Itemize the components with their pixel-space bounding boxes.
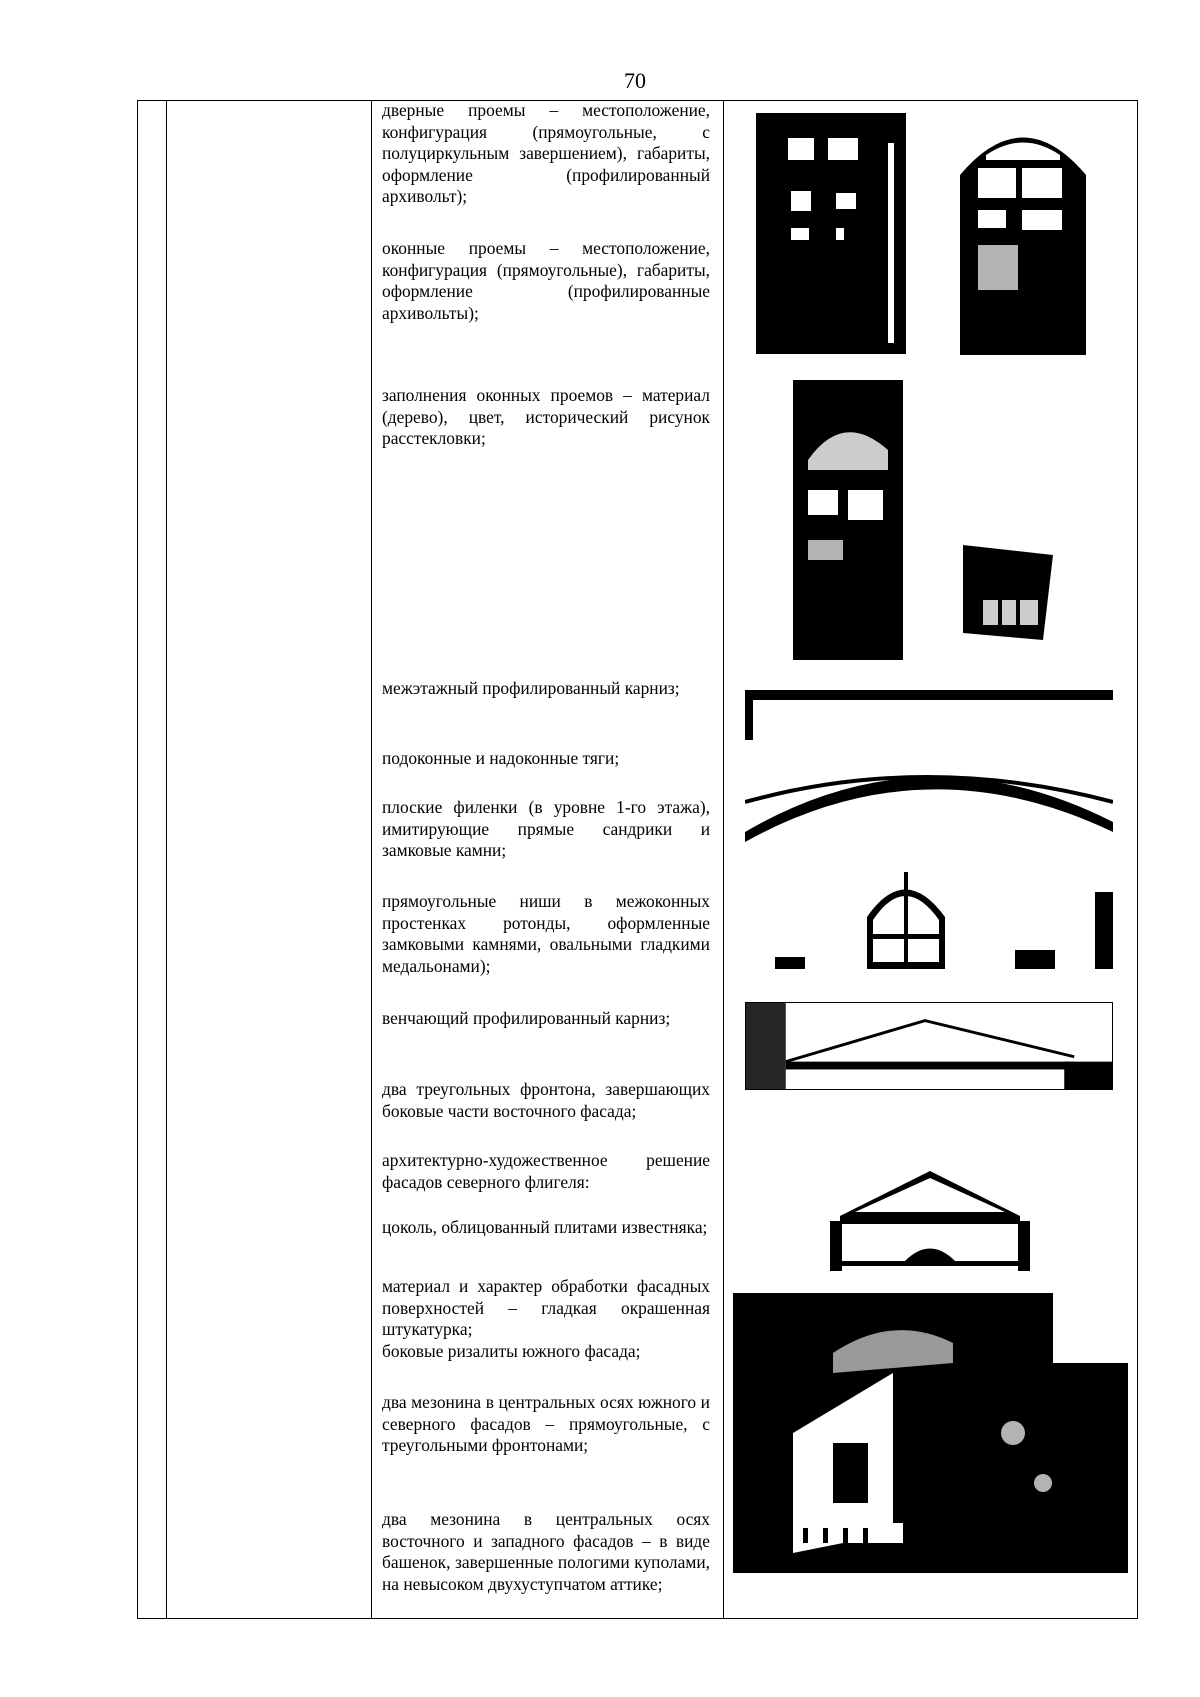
paragraph-interfloor-cornice: межэтажный профилированный карниз; <box>382 678 680 698</box>
paragraph-two-pediments: два треугольных фронтона, завершающих боковые части восточного фасада; <box>382 1079 710 1121</box>
paragraph-niches: прямоугольные ниши в межоконных простенках ротонды, оформленные замковыми камнями, овальными гладкими медальонами); <box>382 891 710 976</box>
paragraph-window-fillings: заполнения оконных проемов – материал (дерево), цвет, исторический рисунок расстекловки; <box>382 385 710 448</box>
arched-door-photo <box>958 110 1088 355</box>
paragraph-door-openings: дверные проемы – местоположение, конфигурация (прямоугольные, с полуциркульным завершением), габариты, оформление (профилированный архивольт); <box>382 100 710 206</box>
table-column-divider <box>723 101 724 1618</box>
door-photo <box>756 113 906 354</box>
window-filling-photo <box>793 380 915 660</box>
table-column-divider <box>166 101 167 1618</box>
table-column-divider <box>371 101 372 1618</box>
paragraph-side-risalits: боковые ризалиты южного фасада; <box>382 1341 641 1361</box>
crowning-cornice-photo <box>745 1002 1113 1090</box>
paragraph-sill-rods: подоконные и надоконные тяги; <box>382 748 620 768</box>
building-corner-photo <box>733 1293 1128 1573</box>
cornice-facade-photo <box>745 672 1113 969</box>
north-wing-pediment-photo <box>830 1166 1030 1271</box>
paragraph-plinth: цоколь, облицованный плитами известняка; <box>382 1217 708 1237</box>
paragraph-two-mezzanines-east: два мезонина в центральных осях восточного и западного фасадов – в виде башенок, завершенные пологими куполами, на невысоком двухуступчатом аттике; <box>382 1509 710 1594</box>
paragraph-surface-material: материал и характер обработки фасадных поверхностей – гладкая окрашенная штукатурка; <box>382 1276 710 1339</box>
paragraph-north-wing: архитектурно-художественное решение фасадов северного флигеля: <box>382 1150 710 1192</box>
page-number: 70 <box>624 68 646 93</box>
paragraph-flat-panels: плоские филенки (в уровне 1-го этажа), имитирующие прямые сандрики и замковые камни; <box>382 797 710 860</box>
paragraph-crowning-cornice: венчающий профилированный карниз; <box>382 1008 671 1028</box>
small-window-photo <box>958 545 1058 640</box>
paragraph-window-openings: оконные проемы – местоположение, конфигурация (прямоугольные), габариты, оформление (профилированные архивольты); <box>382 238 710 323</box>
paragraph-two-mezzanines-south: два мезонина в центральных осях южного и северного фасадов – прямоугольные, с треугольными фронтонами; <box>382 1392 710 1455</box>
